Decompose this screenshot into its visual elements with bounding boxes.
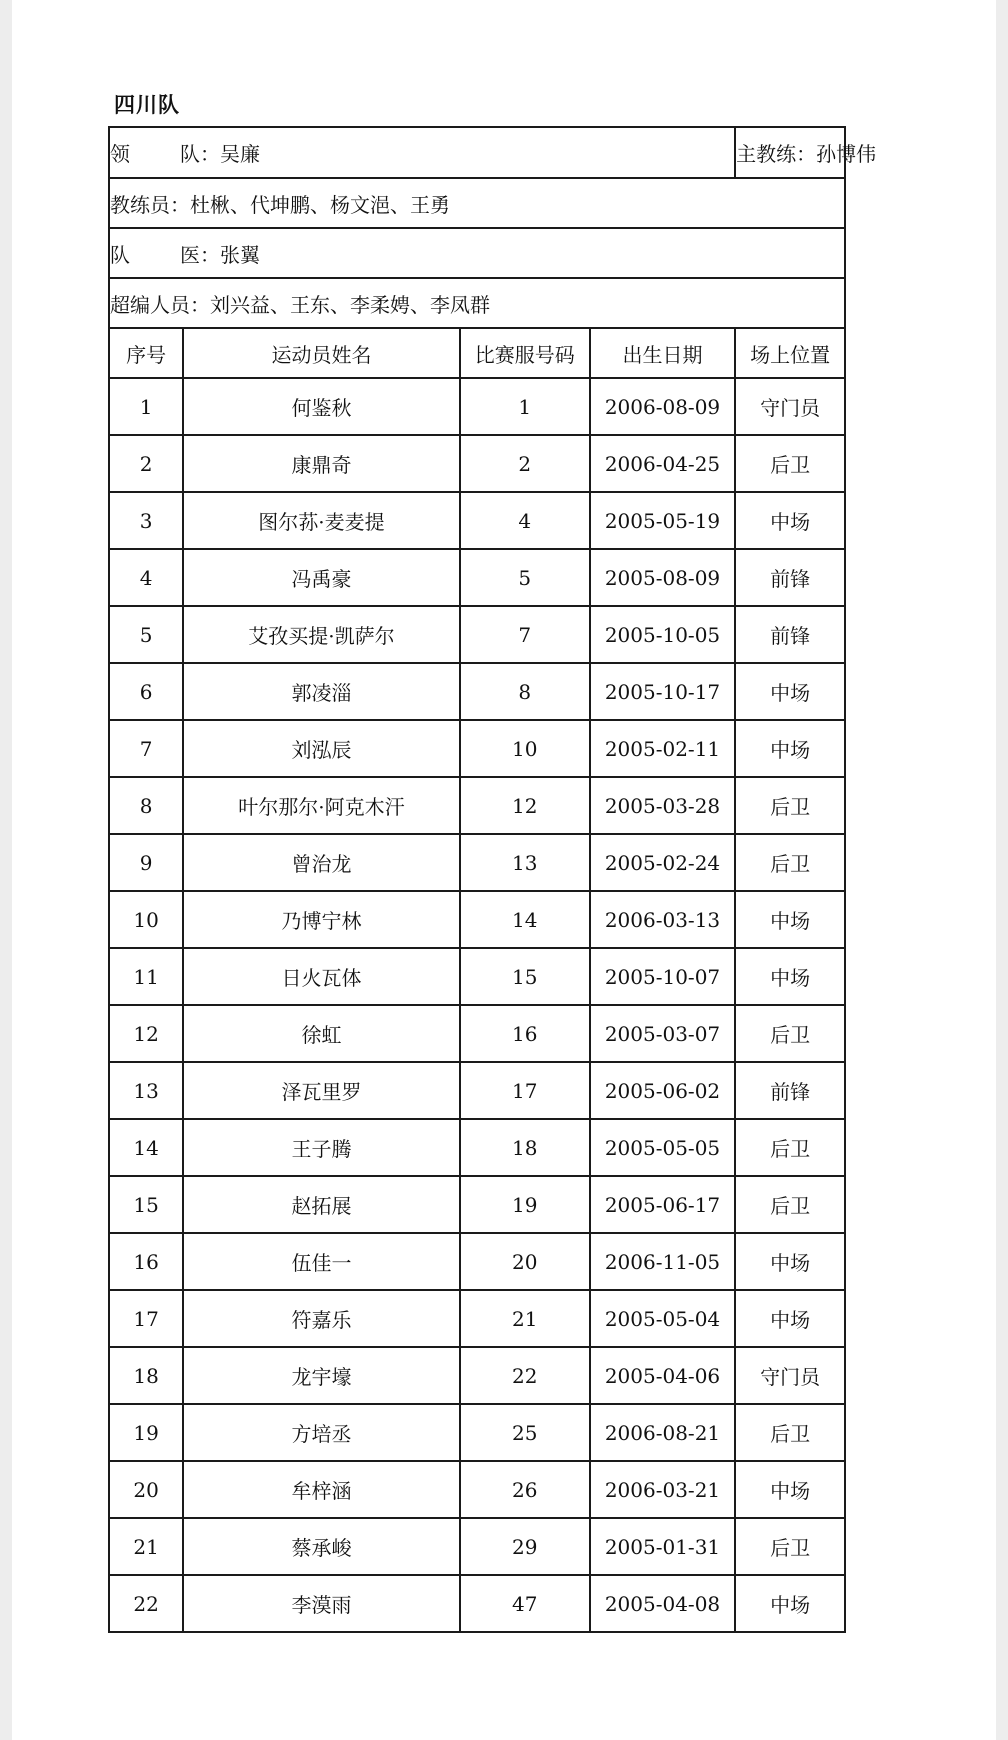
jersey-number: 14 xyxy=(460,891,590,948)
doctor-label-2: 医： xyxy=(180,242,220,267)
birth-date: 2005-03-07 xyxy=(590,1005,735,1062)
field-position: 后卫 xyxy=(735,1005,845,1062)
birth-date: 2005-02-11 xyxy=(590,720,735,777)
extra-staff-label: 超编人员： xyxy=(110,292,210,317)
roster-table xyxy=(108,126,877,1633)
player-name: 冯禹豪 xyxy=(183,549,460,606)
extra-staff-list: 刘兴益、王东、李柔娉、李凤群 xyxy=(210,292,490,317)
doctor-label-1: 队 xyxy=(110,242,130,267)
header-birthdate: 出生日期 xyxy=(590,328,735,378)
jersey-number: 15 xyxy=(460,948,590,1005)
row-seq: 13 xyxy=(109,1062,183,1119)
table-row xyxy=(109,492,845,549)
jersey-number: 25 xyxy=(460,1404,590,1461)
table-row xyxy=(109,1005,845,1062)
row-seq: 18 xyxy=(109,1347,183,1404)
jersey-number: 19 xyxy=(460,1176,590,1233)
jersey-number: 18 xyxy=(460,1119,590,1176)
head-coach-name: 孙博伟 xyxy=(816,142,877,166)
field-position: 守门员 xyxy=(735,378,845,435)
table-row xyxy=(109,834,845,891)
field-position: 中场 xyxy=(735,720,845,777)
row-seq: 16 xyxy=(109,1233,183,1290)
player-name: 曾治龙 xyxy=(183,834,460,891)
table-row xyxy=(109,663,845,720)
header-name: 运动员姓名 xyxy=(183,328,460,378)
player-name: 符嘉乐 xyxy=(183,1290,460,1347)
table-row xyxy=(109,1233,845,1290)
birth-date: 2005-06-02 xyxy=(590,1062,735,1119)
player-name: 龙宇壕 xyxy=(183,1347,460,1404)
field-position: 后卫 xyxy=(735,834,845,891)
player-name: 图尔荪·麦麦提 xyxy=(183,492,460,549)
table-row xyxy=(109,948,845,1005)
field-position: 中场 xyxy=(735,1461,845,1518)
table-row xyxy=(109,1290,845,1347)
row-seq: 1 xyxy=(109,378,183,435)
field-position: 中场 xyxy=(735,1290,845,1347)
team-leader-name: 吴廉 xyxy=(220,142,260,166)
player-name: 康鼎奇 xyxy=(183,435,460,492)
table-row xyxy=(109,435,845,492)
head-coach-cell xyxy=(735,127,877,178)
player-name: 刘泓辰 xyxy=(183,720,460,777)
field-position: 前锋 xyxy=(735,549,845,606)
row-seq: 19 xyxy=(109,1404,183,1461)
jersey-number: 10 xyxy=(460,720,590,777)
jersey-number: 8 xyxy=(460,663,590,720)
jersey-number: 29 xyxy=(460,1518,590,1575)
row-seq: 6 xyxy=(109,663,183,720)
field-position: 中场 xyxy=(735,492,845,549)
jersey-number: 16 xyxy=(460,1005,590,1062)
field-position: 后卫 xyxy=(735,777,845,834)
jersey-number: 12 xyxy=(460,777,590,834)
jersey-number: 5 xyxy=(460,549,590,606)
row-seq: 20 xyxy=(109,1461,183,1518)
coaches-cell xyxy=(109,178,845,228)
row-seq: 11 xyxy=(109,948,183,1005)
player-name: 日火瓦体 xyxy=(183,948,460,1005)
jersey-number: 2 xyxy=(460,435,590,492)
row-seq: 5 xyxy=(109,606,183,663)
header-position: 场上位置 xyxy=(735,328,845,378)
row-seq: 4 xyxy=(109,549,183,606)
team-title: 四川队 xyxy=(114,93,180,117)
field-position: 后卫 xyxy=(735,1176,845,1233)
row-seq: 17 xyxy=(109,1290,183,1347)
field-position: 后卫 xyxy=(735,1404,845,1461)
player-name: 叶尔那尔·阿克木汗 xyxy=(183,777,460,834)
table-row xyxy=(109,1518,845,1575)
player-name: 徐虹 xyxy=(183,1005,460,1062)
player-name: 李漠雨 xyxy=(183,1575,460,1632)
birth-date: 2005-04-06 xyxy=(590,1347,735,1404)
birth-date: 2005-05-19 xyxy=(590,492,735,549)
birth-date: 2006-03-13 xyxy=(590,891,735,948)
player-name: 泽瓦里罗 xyxy=(183,1062,460,1119)
jersey-number: 20 xyxy=(460,1233,590,1290)
player-name: 伍佳一 xyxy=(183,1233,460,1290)
extra-staff-cell xyxy=(109,278,845,328)
birth-date: 2005-04-08 xyxy=(590,1575,735,1632)
player-name: 艾孜买提·凯萨尔 xyxy=(183,606,460,663)
coaches-list: 杜楸、代坤鹏、杨文浥、王勇 xyxy=(190,192,450,217)
jersey-number: 1 xyxy=(460,378,590,435)
roster-body xyxy=(109,127,877,1632)
row-seq: 9 xyxy=(109,834,183,891)
birth-date: 2005-02-24 xyxy=(590,834,735,891)
row-seq: 2 xyxy=(109,435,183,492)
row-seq: 22 xyxy=(109,1575,183,1632)
table-row xyxy=(109,1347,845,1404)
birth-date: 2005-05-04 xyxy=(590,1290,735,1347)
coaches-row xyxy=(109,178,845,228)
row-seq: 15 xyxy=(109,1176,183,1233)
table-row xyxy=(109,891,845,948)
player-name: 郭凌淄 xyxy=(183,663,460,720)
row-seq: 3 xyxy=(109,492,183,549)
team-leader-cell xyxy=(109,127,735,178)
field-position: 后卫 xyxy=(735,435,845,492)
doctor-cell xyxy=(109,228,845,278)
team-leader-label-1: 领 xyxy=(110,142,130,166)
table-row xyxy=(109,1404,845,1461)
doctor-name: 张翼 xyxy=(220,242,260,267)
row-seq: 7 xyxy=(109,720,183,777)
player-name: 乃博宁林 xyxy=(183,891,460,948)
birth-date: 2005-08-09 xyxy=(590,549,735,606)
player-name: 牟梓涵 xyxy=(183,1461,460,1518)
birth-date: 2005-10-17 xyxy=(590,663,735,720)
jersey-number: 13 xyxy=(460,834,590,891)
table-row xyxy=(109,1119,845,1176)
row-seq: 14 xyxy=(109,1119,183,1176)
jersey-number: 26 xyxy=(460,1461,590,1518)
player-name: 何鉴秋 xyxy=(183,378,460,435)
field-position: 守门员 xyxy=(735,1347,845,1404)
header-seq: 序号 xyxy=(109,328,183,378)
table-row xyxy=(109,777,845,834)
field-position: 后卫 xyxy=(735,1119,845,1176)
birth-date: 2005-01-31 xyxy=(590,1518,735,1575)
birth-date: 2006-03-21 xyxy=(590,1461,735,1518)
doctor-row xyxy=(109,228,845,278)
row-seq: 21 xyxy=(109,1518,183,1575)
row-seq: 10 xyxy=(109,891,183,948)
table-row xyxy=(109,606,845,663)
birth-date: 2006-11-05 xyxy=(590,1233,735,1290)
field-position: 前锋 xyxy=(735,1062,845,1119)
field-position: 前锋 xyxy=(735,606,845,663)
leader-row xyxy=(109,127,845,178)
birth-date: 2005-05-05 xyxy=(590,1119,735,1176)
field-position: 中场 xyxy=(735,948,845,1005)
table-row xyxy=(109,378,845,435)
table-row xyxy=(109,1575,845,1632)
birth-date: 2005-03-28 xyxy=(590,777,735,834)
coaches-label: 教练员： xyxy=(110,192,190,217)
birth-date: 2005-10-07 xyxy=(590,948,735,1005)
player-name: 蔡承峻 xyxy=(183,1518,460,1575)
row-seq: 12 xyxy=(109,1005,183,1062)
table-row xyxy=(109,1461,845,1518)
jersey-number: 47 xyxy=(460,1575,590,1632)
field-position: 中场 xyxy=(735,663,845,720)
field-position: 中场 xyxy=(735,1575,845,1632)
row-seq: 8 xyxy=(109,777,183,834)
birth-date: 2006-04-25 xyxy=(590,435,735,492)
player-name: 赵拓展 xyxy=(183,1176,460,1233)
birth-date: 2006-08-21 xyxy=(590,1404,735,1461)
table-row xyxy=(109,1062,845,1119)
field-position: 后卫 xyxy=(735,1518,845,1575)
player-name: 王子腾 xyxy=(183,1119,460,1176)
head-coach-label: 主教练： xyxy=(736,142,817,166)
birth-date: 2006-08-09 xyxy=(590,378,735,435)
header-number: 比赛服号码 xyxy=(460,328,590,378)
table-row xyxy=(109,1176,845,1233)
jersey-number: 22 xyxy=(460,1347,590,1404)
table-row xyxy=(109,549,845,606)
birth-date: 2005-06-17 xyxy=(590,1176,735,1233)
jersey-number: 21 xyxy=(460,1290,590,1347)
field-position: 中场 xyxy=(735,891,845,948)
jersey-number: 17 xyxy=(460,1062,590,1119)
birth-date: 2005-10-05 xyxy=(590,606,735,663)
table-row xyxy=(109,720,845,777)
jersey-number: 4 xyxy=(460,492,590,549)
extra-staff-row xyxy=(109,278,845,328)
player-name: 方培丞 xyxy=(183,1404,460,1461)
jersey-number: 7 xyxy=(460,606,590,663)
field-position: 中场 xyxy=(735,1233,845,1290)
table-header-row xyxy=(109,328,845,378)
team-leader-label-2: 队： xyxy=(180,142,220,166)
